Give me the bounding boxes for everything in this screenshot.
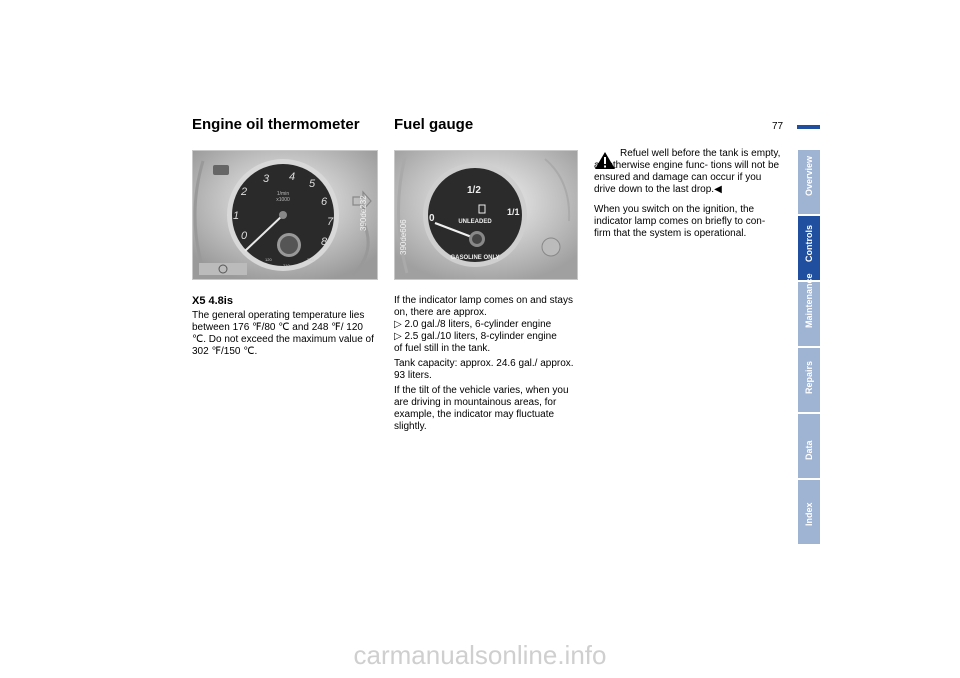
fuel-zero-label: 0 [429, 213, 435, 224]
tach-digit-6: 6 [321, 196, 328, 208]
fuel-gauge-illustration [395, 151, 577, 279]
tach-digit-5: 5 [309, 178, 316, 190]
heading-engine-oil-thermometer: Engine oil thermometer [192, 116, 360, 133]
subheading-x5-48is: X5 4.8is [192, 295, 233, 307]
fuel-full-label: 1/1 [507, 207, 520, 217]
nav-tab-controls[interactable]: Controls [798, 216, 820, 280]
figure-oil-thermometer [192, 150, 378, 280]
nav-tab-index[interactable]: Index [798, 480, 820, 544]
oil-temp-high: 300 [307, 257, 314, 262]
tank-capacity-paragraph: Tank capacity: approx. 24.6 gal./ approx. 93 liters. [394, 358, 574, 381]
nav-tab-data[interactable]: Data [798, 414, 820, 478]
fuel-remaining-text: of fuel still in the tank. [394, 343, 491, 354]
tach-digit-0: 0 [241, 230, 248, 242]
indicator-lamp-paragraph: If the indicator lamp comes on and stays on, there are approx. [394, 295, 573, 318]
bullet-8-cylinder: ▷ 2.5 gal./10 liters, 8-cylinder engine [394, 331, 557, 342]
tach-digit-1: 1 [233, 210, 240, 222]
bullet-6-cylinder: ▷ 2.0 gal./8 liters, 6-cylinder engine [394, 319, 552, 330]
fuel-label-unleaded: UNLEADED [458, 219, 492, 225]
nav-tab-repairs[interactable]: Repairs [798, 348, 820, 412]
oil-temp-low: 120 [265, 257, 272, 262]
tach-digit-2: 2 [241, 186, 248, 198]
fuel-label-gasoline-only: GASOLINE ONLY [450, 255, 500, 261]
tach-unit-bottom: x1000 [276, 197, 290, 203]
tach-digit-7: 7 [327, 216, 334, 228]
oil-temperature-paragraph: The general operating temperature lies between 176 ℉/80 ℃ and 248 ℉/ 120 ℃. Do not exceed the maximum value of 302 ℉/150 ℃. [192, 310, 374, 357]
page-marker-bar [797, 125, 820, 129]
tach-digit-8: 8 [321, 236, 328, 248]
figure-fuel-gauge [394, 150, 578, 280]
nav-tab-overview[interactable]: Overview [798, 150, 820, 214]
tach-unit-top: 1/min [276, 191, 290, 197]
column-3-text [594, 148, 784, 242]
tach-digit-4: 4 [289, 171, 296, 183]
figure-code-1: 390de232 [359, 195, 368, 231]
tach-digit-3: 3 [263, 173, 270, 185]
nav-tab-maintenance[interactable]: Maintenance [798, 282, 820, 346]
tilt-fluctuation-paragraph: If the tilt of the vehicle varies, when you are driving in mountainous areas, for example, the indicator may fluctuate slightly. [394, 385, 569, 432]
figure-code-2: 390de606 [399, 219, 408, 255]
fuel-half-label: 1/2 [467, 185, 481, 196]
oil-temp-mid: 210 [283, 263, 290, 268]
column-1-text [192, 295, 378, 360]
refuel-warning-paragraph: Refuel well before the tank is empty, as otherwise engine func- tions will not be ensured and damage can occur if you drive down to the last drop.◀ [594, 148, 781, 195]
page-number: 77 [772, 121, 784, 132]
watermark: carmanualsonline.info [353, 640, 607, 670]
tachometer-illustration [193, 151, 377, 279]
column-2-text [394, 295, 582, 435]
ignition-lamp-paragraph: When you switch on the ignition, the indicator lamp comes on briefly to con- firm that the system is operational. [594, 204, 766, 239]
heading-fuel-gauge: Fuel gauge [394, 116, 474, 133]
